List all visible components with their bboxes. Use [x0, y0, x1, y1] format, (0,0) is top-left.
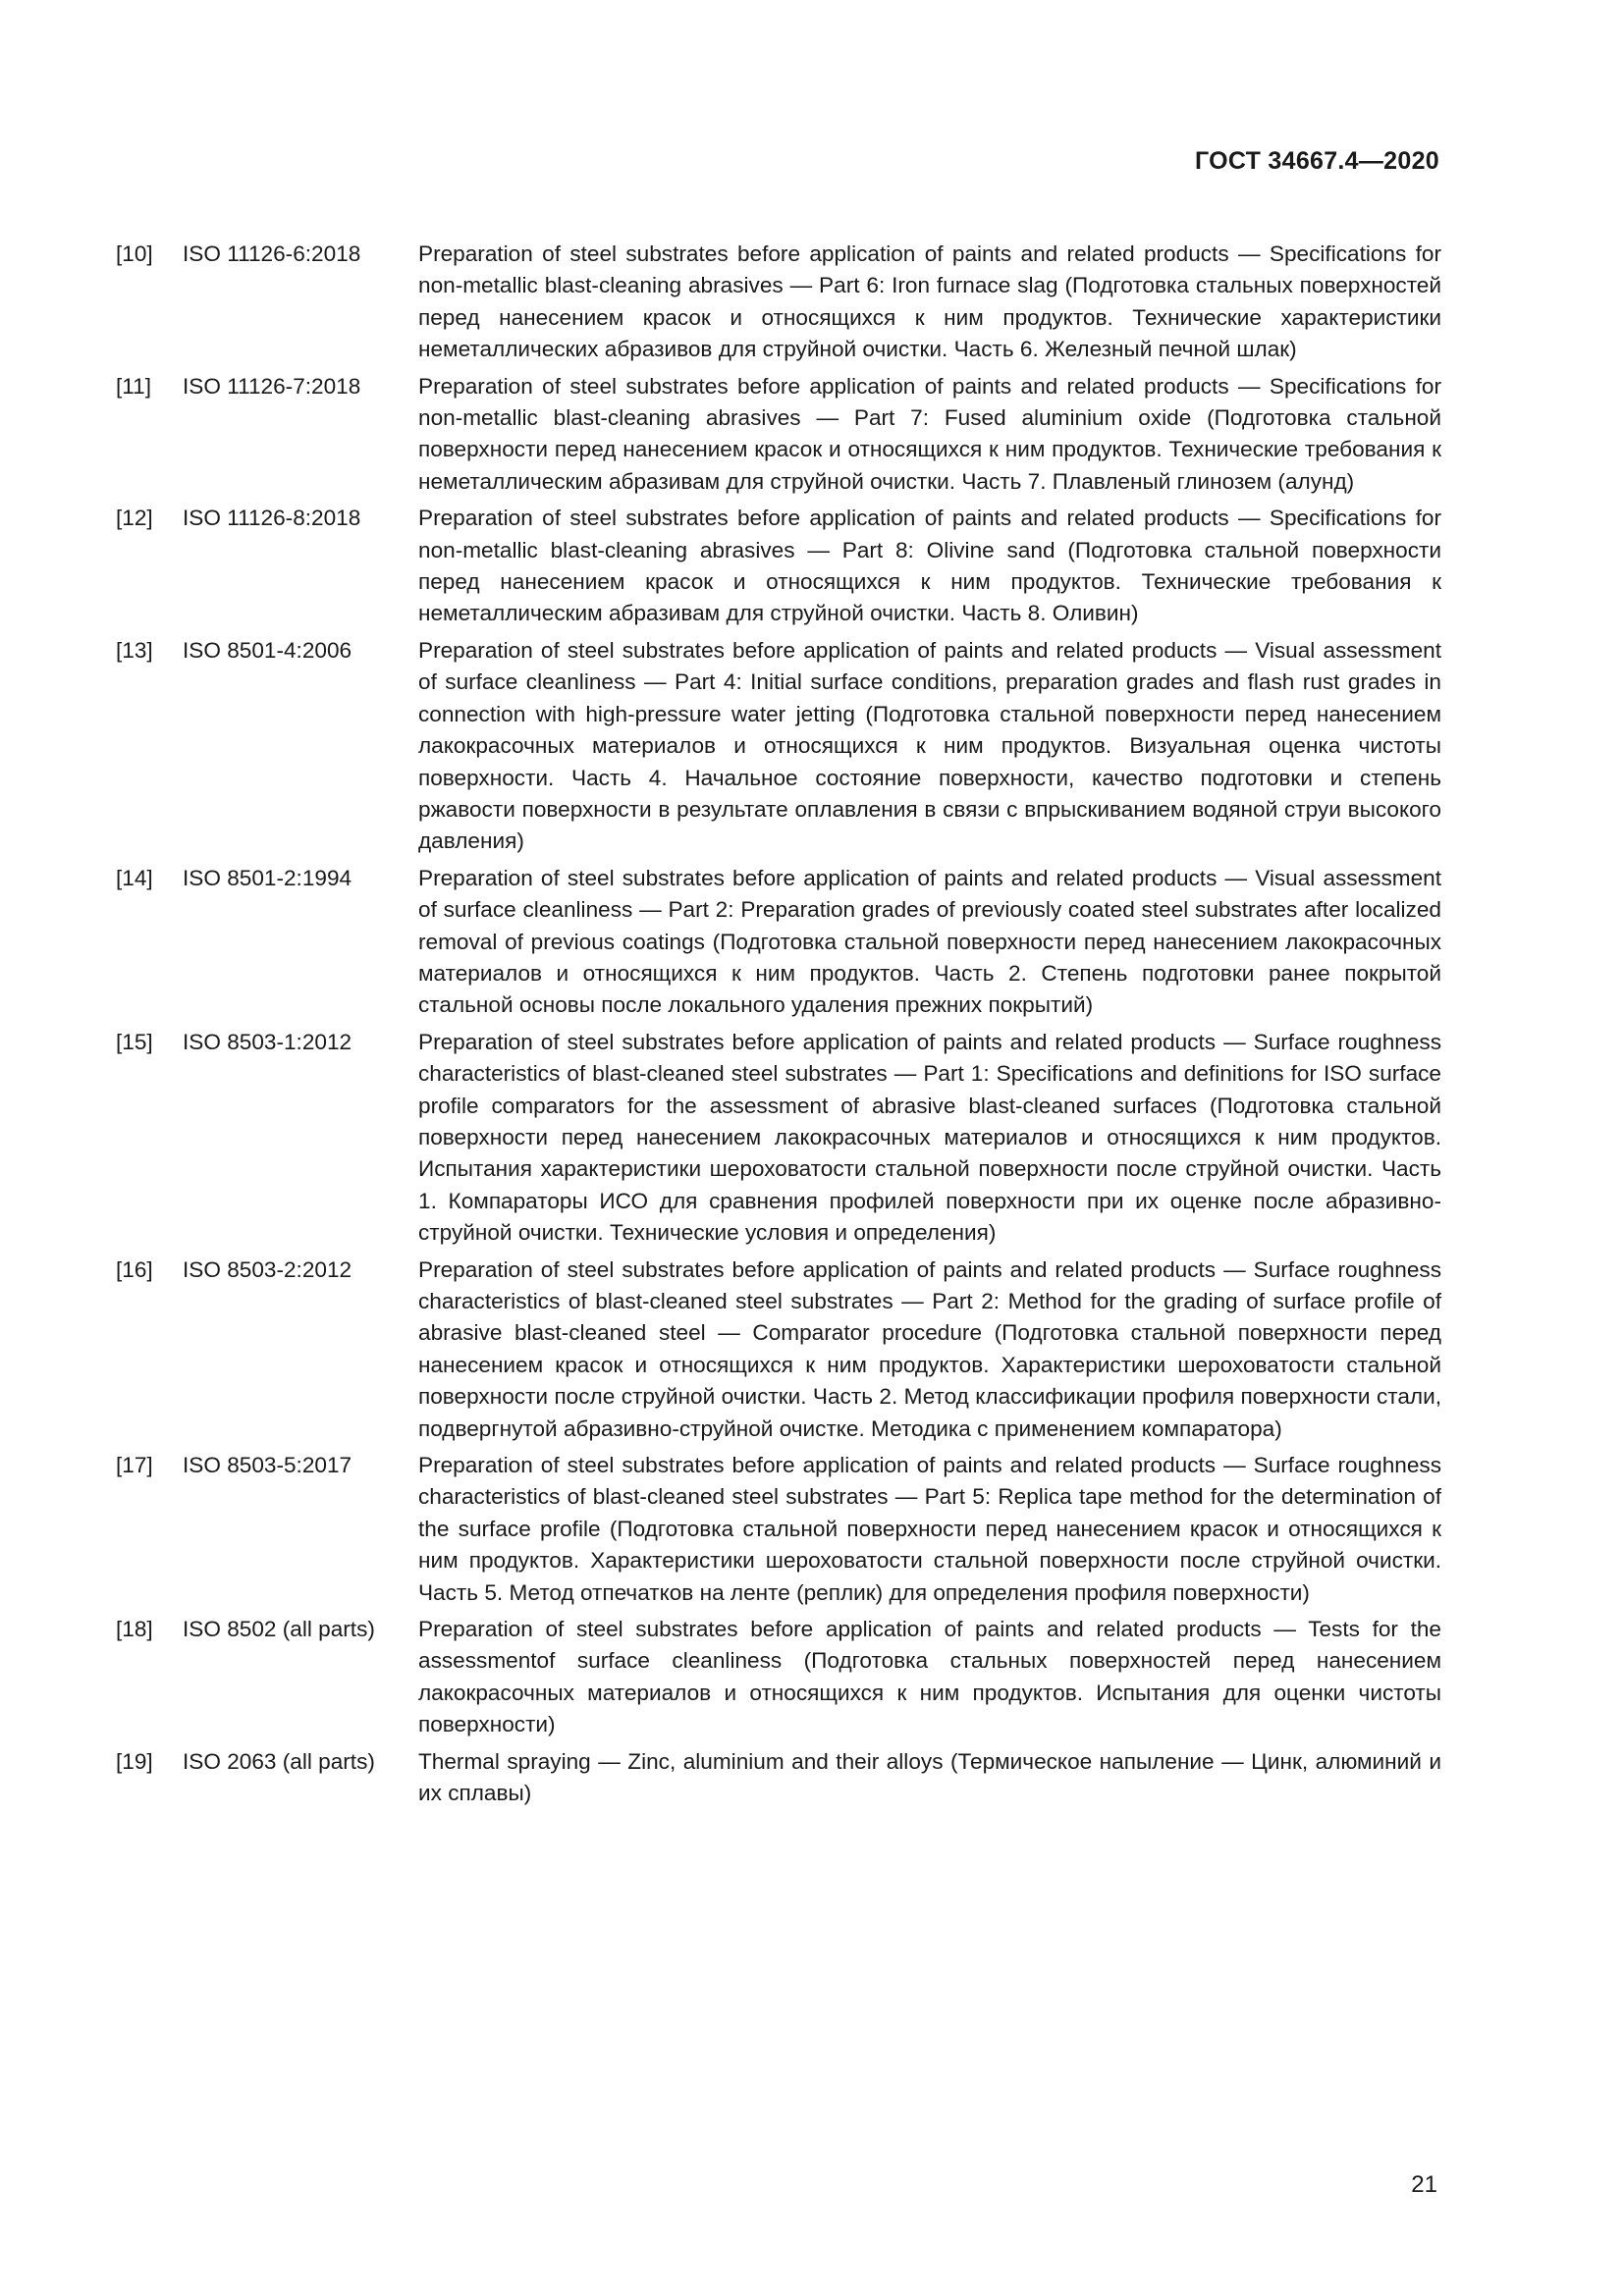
entry-number: [19]	[116, 1748, 153, 1774]
bibliography-entry	[116, 1255, 1441, 1445]
entry-number: [17]	[116, 1453, 153, 1478]
bibliography-entry	[116, 371, 1441, 499]
entry-standard-code: ISO 8503-5:2017	[183, 1453, 352, 1478]
page-number: 21	[1411, 2171, 1437, 2198]
entry-standard-code: ISO 8501-4:2006	[183, 637, 352, 663]
bibliography-entry	[116, 863, 1441, 1022]
bibliography-entry	[116, 1746, 1441, 1810]
entry-number: [15]	[116, 1029, 153, 1054]
bibliography-entry	[116, 1450, 1441, 1609]
entry-description: Preparation of steel substrates before application of paints and related products — Specifications for non-metallic blast-cleaning abrasives — Part 8: Olivine sand (Подготовка стальной поверхности перед нанесением красок и относящихся к ним продуктов. Технические требования к неметаллическим абразивам для струйной очистки. Часть 8. Оливин)	[418, 506, 1441, 626]
entry-number: [10]	[116, 241, 153, 266]
bibliography-list	[116, 239, 1441, 1815]
entry-standard-code: ISO 8503-1:2012	[183, 1029, 352, 1054]
bibliography-entry	[116, 239, 1441, 366]
entry-description: Preparation of steel substrates before application of paints and related products — Visual assessment of surface cleanliness — Part 2: Preparation grades of previously coated steel substrates after localized removal of previous coatings (Подготовка стальной поверхности перед нанесением лакокрасочных материалов и относящихся к ним продуктов. Часть 2. Степень подготовки ранее покрытой стальной основы после локального удаления прежних покрытий)	[418, 865, 1441, 1018]
entry-number: [16]	[116, 1256, 153, 1282]
bibliography-entry	[116, 1614, 1441, 1741]
entry-description: Preparation of steel substrates before application of paints and related products — Specifications for non-metallic blast-cleaning abrasives — Part 7: Fused aluminium oxide (Подготовка стальной поверхности перед нанесением красок и относящихся к ним продуктов. Технические требования к неметаллическим абразивам для струйной очистки. Часть 7. Плавленый глинозем (алунд)	[418, 373, 1441, 494]
entry-description: Preparation of steel substrates before application of paints and related products — Surface roughness characteristics of blast-cleaned steel substrates — Part 1: Specifications and definitions for ISO surface profile comparators for the assessment of abrasive blast-cleaned surfaces (Подготовка стальной поверхности перед нанесением лакокрасочных материалов и относящихся к ним продуктов. Испытания характеристики шероховатости стальной поверхности после струйной очистки. Часть 1. Компараторы ИСО для сравнения профилей поверхности при их оценке после абразивно-струйной очистки. Технические условия и определения)	[418, 1029, 1441, 1246]
entry-number: [14]	[116, 865, 153, 890]
entry-standard-code: ISO 2063 (all parts)	[183, 1748, 375, 1774]
entry-description: Preparation of steel substrates before application of paints and related products — Surface roughness characteristics of blast-cleaned steel substrates — Part 5: Replica tape method for the determination of the surface profile (Подготовка стальной поверхности перед нанесением красок и относящихся к ним продуктов. Характеристики шероховатости стальной поверхности после струйной очистки. Часть 5. Метод отпечатков на ленте (реплик) для определения профиля поверхности)	[418, 1453, 1441, 1605]
entry-description: Preparation of steel substrates before application of paints and related products — Specifications for non-metallic blast-cleaning abrasives — Part 6: Iron furnace slag (Подготовка стальных поверхностей перед нанесением красок и относящихся к ним продуктов. Технические характеристики неметаллических абразивов для струйной очистки. Часть 6. Железный печной шлак)	[418, 241, 1441, 362]
entry-description: Preparation of steel substrates before application of paints and related products — Tests for the assessmentof surface cleanliness (Подготовка стальных поверхностей перед нанесением лакокрасочных материалов и относящихся к ним продуктов. Испытания для оценки чистоты поверхности)	[418, 1617, 1441, 1737]
entry-number: [18]	[116, 1617, 153, 1642]
entry-standard-code: ISO 11126-6:2018	[183, 241, 361, 266]
entry-standard-code: ISO 11126-8:2018	[183, 506, 361, 531]
entry-number: [13]	[116, 637, 153, 663]
bibliography-entry	[116, 1027, 1441, 1250]
entry-number: [12]	[116, 506, 153, 531]
bibliography-entry	[116, 635, 1441, 858]
entry-number: [11]	[116, 373, 152, 399]
entry-standard-code: ISO 11126-7:2018	[183, 373, 361, 399]
entry-standard-code: ISO 8503-2:2012	[183, 1256, 352, 1282]
bibliography-entry	[116, 503, 1441, 630]
entry-standard-code: ISO 8501-2:1994	[183, 865, 352, 890]
entry-description: Thermal spraying — Zinc, aluminium and their alloys (Термическое напыление — Цинк, алюминий и их сплавы)	[418, 1748, 1441, 1806]
document-header-standard: ГОСТ 34667.4—2020	[1194, 147, 1439, 175]
entry-standard-code: ISO 8502 (all parts)	[183, 1617, 375, 1642]
entry-description: Preparation of steel substrates before application of paints and related products — Surface roughness characteristics of blast-cleaned steel substrates — Part 2: Method for the grading of surface profile of abrasive blast-cleaned steel — Comparator procedure (Подготовка стальной поверхности перед нанесением красок и относящихся к ним продуктов. Характеристики шероховатости стальной поверхности после струйной очистки. Часть 2. Метод классификации профиля поверхности стали, подвергнутой абразивно-струйной очистке. Методика с применением компаратора)	[418, 1256, 1441, 1441]
entry-description: Preparation of steel substrates before application of paints and related products — Visual assessment of surface cleanliness — Part 4: Initial surface conditions, preparation grades and flash rust grades in connection with high-pressure water jetting (Подготовка стальной поверхности перед нанесением лакокрасочных материалов и относящихся к ним продуктов. Визуальная оценка чистоты поверхности. Часть 4. Начальное состояние поверхности, качество подготовки и степень ржавости поверхности в результате оплавления в связи с впрыскиванием водяной струи высокого давления)	[418, 637, 1441, 854]
